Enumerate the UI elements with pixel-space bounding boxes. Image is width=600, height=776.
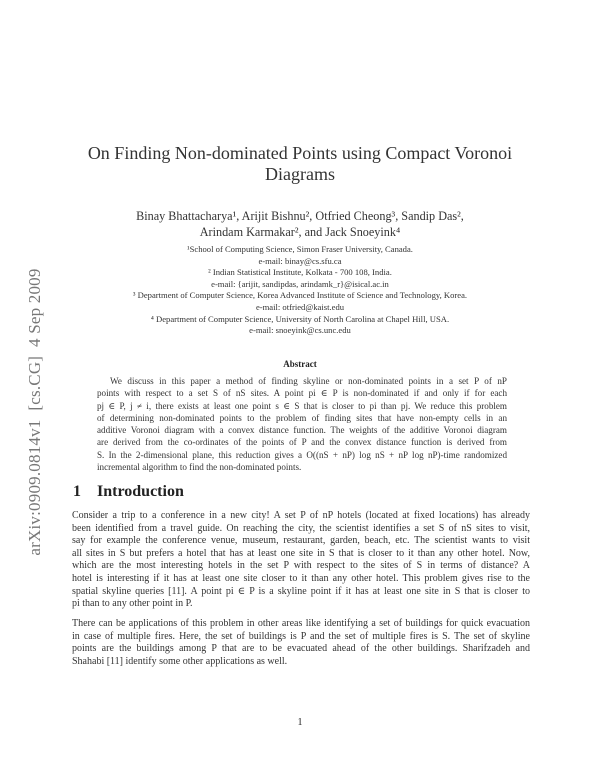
paragraph — [72, 510, 530, 611]
text-line: There can be applications of this problem in other areas like identifying a set of buildings for quick evacuation — [72, 618, 530, 629]
text-line: points are the buildings among P that are to be evacuated ahead of the other buildings. Sharifzadeh and — [72, 643, 530, 655]
abstract-line: We discuss in this paper a method of finding skyline or non-dominated points in a set P of nP — [110, 376, 507, 386]
affiliation-email: e-mail: {arijit, sandipdas, arindamk_r}@isical.ac.in — [211, 278, 389, 289]
title-line: On Finding Non-dominated Points using Compact Voronoi — [87, 143, 513, 163]
author-line: Binay Bhattacharya¹, Arijit Bishnu², Otfried Cheong³, Sandip Das², — [136, 209, 464, 223]
page-number: 1 — [297, 717, 303, 728]
paragraph — [72, 618, 530, 668]
abstract-line: incremental algorithm to find the non-dominated points. — [97, 462, 302, 473]
author-line: Arindam Karmakar², and Jack Snoeyink⁴ — [199, 225, 401, 239]
affiliation-line: ² Indian Statistical Institute, Kolkata - 700 108, India. — [208, 267, 392, 278]
text-line: spatial skyline queries [11]. A point pi ∈ P is a skyline point if it has at least one site in S that is closer to — [72, 585, 530, 597]
abstract-line: additive Voronoi diagram with a convex distance function. The weights of the additive Voronoi diagram — [97, 425, 507, 436]
text-line: in case of multiple fires. Here, the set of buildings is P and the set of multiple fires is S. The set of skyline — [72, 630, 530, 642]
affiliation-email: e-mail: binay@cs.sfu.ca — [258, 255, 342, 266]
text-line: say for example the conference venue, museum, restaurant, garden, beach, etc. The scientist wants to visit — [72, 535, 530, 547]
affiliation-line: ¹School of Computing Science, Simon Fraser University, Canada. — [187, 244, 413, 254]
affiliation-line: ⁴ Department of Computer Science, University of North Carolina at Chapel Hill, USA. — [150, 313, 450, 324]
text-line: hotel is interesting if it has at least one site closer to it than any other hotel. This problem gives rise to the — [72, 572, 530, 584]
paper-title — [0, 143, 600, 185]
text-line: Shahabi [11] identify some other applications as well. — [72, 655, 288, 667]
abstract-line: of determining non-dominated points to the problem of finding sites that have non-empty cells in an — [97, 412, 507, 423]
abstract-line: are derived from the co-ordinates of the points of P and the convex distance function is derived from — [97, 437, 507, 448]
section-heading — [73, 482, 200, 501]
abstract-text — [97, 375, 507, 473]
affiliation-email: e-mail: snoeyink@cs.unc.edu — [249, 325, 351, 336]
text-line: pi than to any other point in P. — [72, 598, 193, 610]
author-list — [0, 208, 600, 240]
section-title: Introduction — [97, 483, 184, 500]
abstract-line: pj ∈ P, j ≠ i, there exists at least one point s ∈ S that is closer to pi than pj. We reduce this problem — [97, 400, 507, 411]
text-line: which are the most interesting hotels in the set P with respect to the sites of S in terms of distance? A — [72, 560, 530, 572]
affiliation-email: e-mail: otfried@kaist.edu — [255, 301, 345, 312]
abstract-heading: Abstract — [283, 359, 317, 369]
abstract-line: S. In the 2-dimensional plane, this reduction gives a O((nS + nP) log nS + nP log nP)-time randomized — [97, 449, 507, 460]
arxiv-stamp: arXiv:0909.0814v1 [cs.CG] 4 Sep 2009 — [25, 268, 44, 556]
text-line: all sites in S but prefers a hotel that has at least one site in S that is closer to it than any other hotel. Now, — [72, 547, 530, 559]
abstract-line: points with respect to a set S of nS sites. A point pi ∈ P is non-dominated if and only if for each — [97, 388, 507, 399]
title-line: Diagrams — [265, 164, 335, 184]
text-line: Consider a trip to a conference in a new city! A set P of nP hotels (located at fixed locations) has already — [72, 510, 530, 521]
text-line: been identified from a travel guide. On reaching the city, the scientist identifies a set S of nS sites to visit, — [72, 522, 530, 534]
section-number: 1 — [73, 483, 81, 500]
affiliation-line: ³ Department of Computer Science, Korea Advanced Institute of Science and Technology, Korea. — [132, 290, 468, 301]
affiliations — [0, 244, 600, 337]
